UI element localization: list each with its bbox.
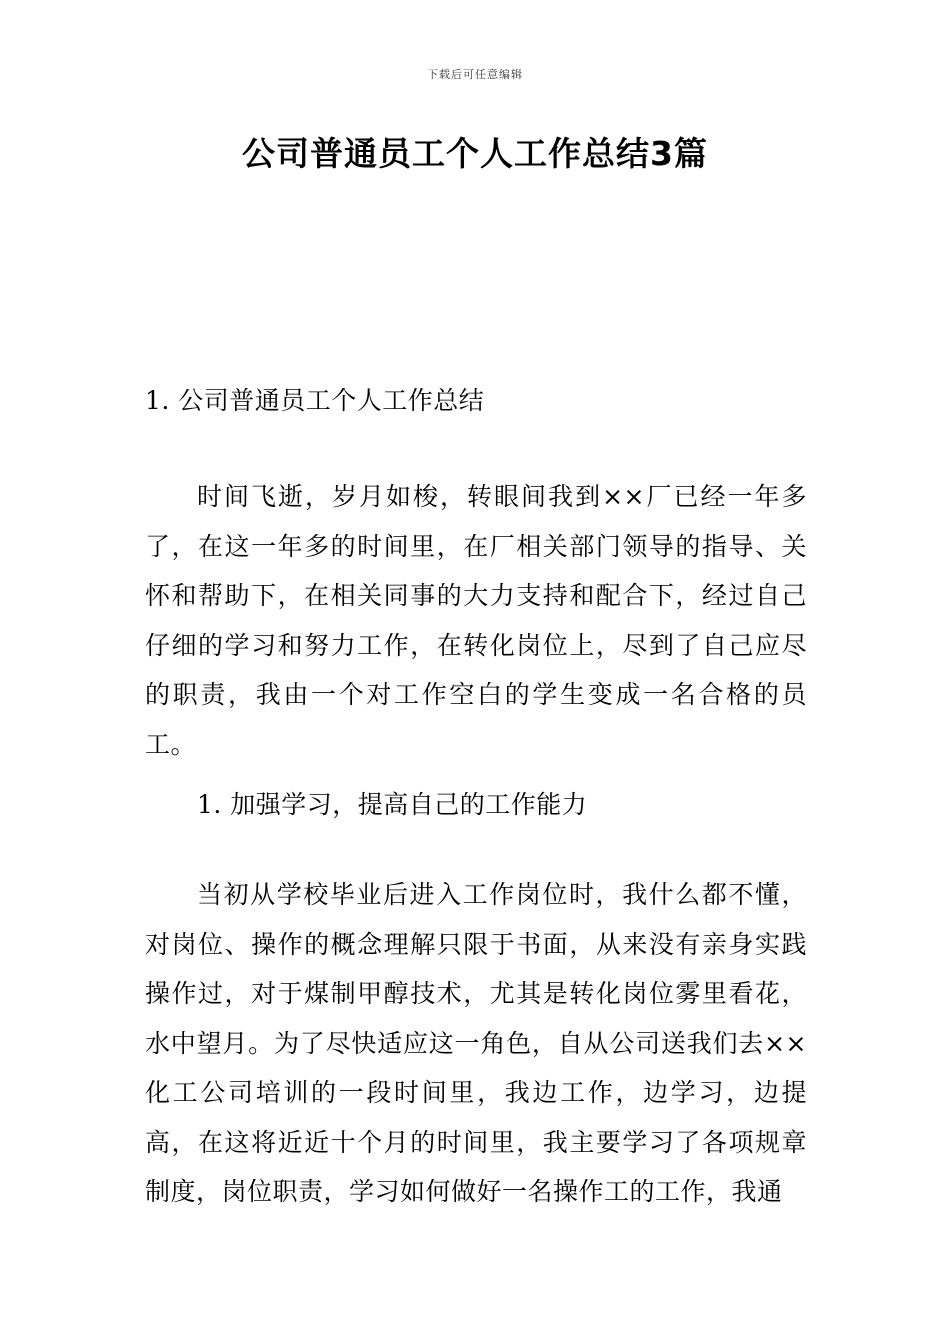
body-paragraph: 时间飞逝，岁月如梭，转眼间我到××厂已经一年多了，在这一年多的时间里，在厂相关部门领导的指导、关怀和帮助下，在相关同事的大力支持和配合下，经过自己仔细的学习和努力工作，在转化岗位上，尽到了自己应尽的职责，我由一个对工作空白的学生变成一名合格的员工。 — [145, 482, 807, 759]
document-title: 公司普通员工个人工作总结3篇 — [242, 134, 708, 173]
section-heading: 1. 公司普通员工个人工作总结 — [145, 386, 485, 415]
header-note: 下载后可任意编辑 — [427, 68, 523, 81]
body-paragraph: 当初从学校毕业后进入工作岗位时，我什么都不懂，对岗位、操作的概念理解只限于书面，从来没有亲身实践操作过，对于煤制甲醇技术，尤其是转化岗位雾里看花，水中望月。为了尽快适应这一角色，自从公司送我们去××化工公司培训的一段时间里，我边工作，边学习，边提高，在这将近近十个月的时间里，我主要学习了各项规章制度，岗位职责，学习如何做好一名操作工的工作，我通 — [145, 880, 807, 1206]
sub-heading: 1. 加强学习，提高自己的工作能力 — [197, 790, 588, 819]
